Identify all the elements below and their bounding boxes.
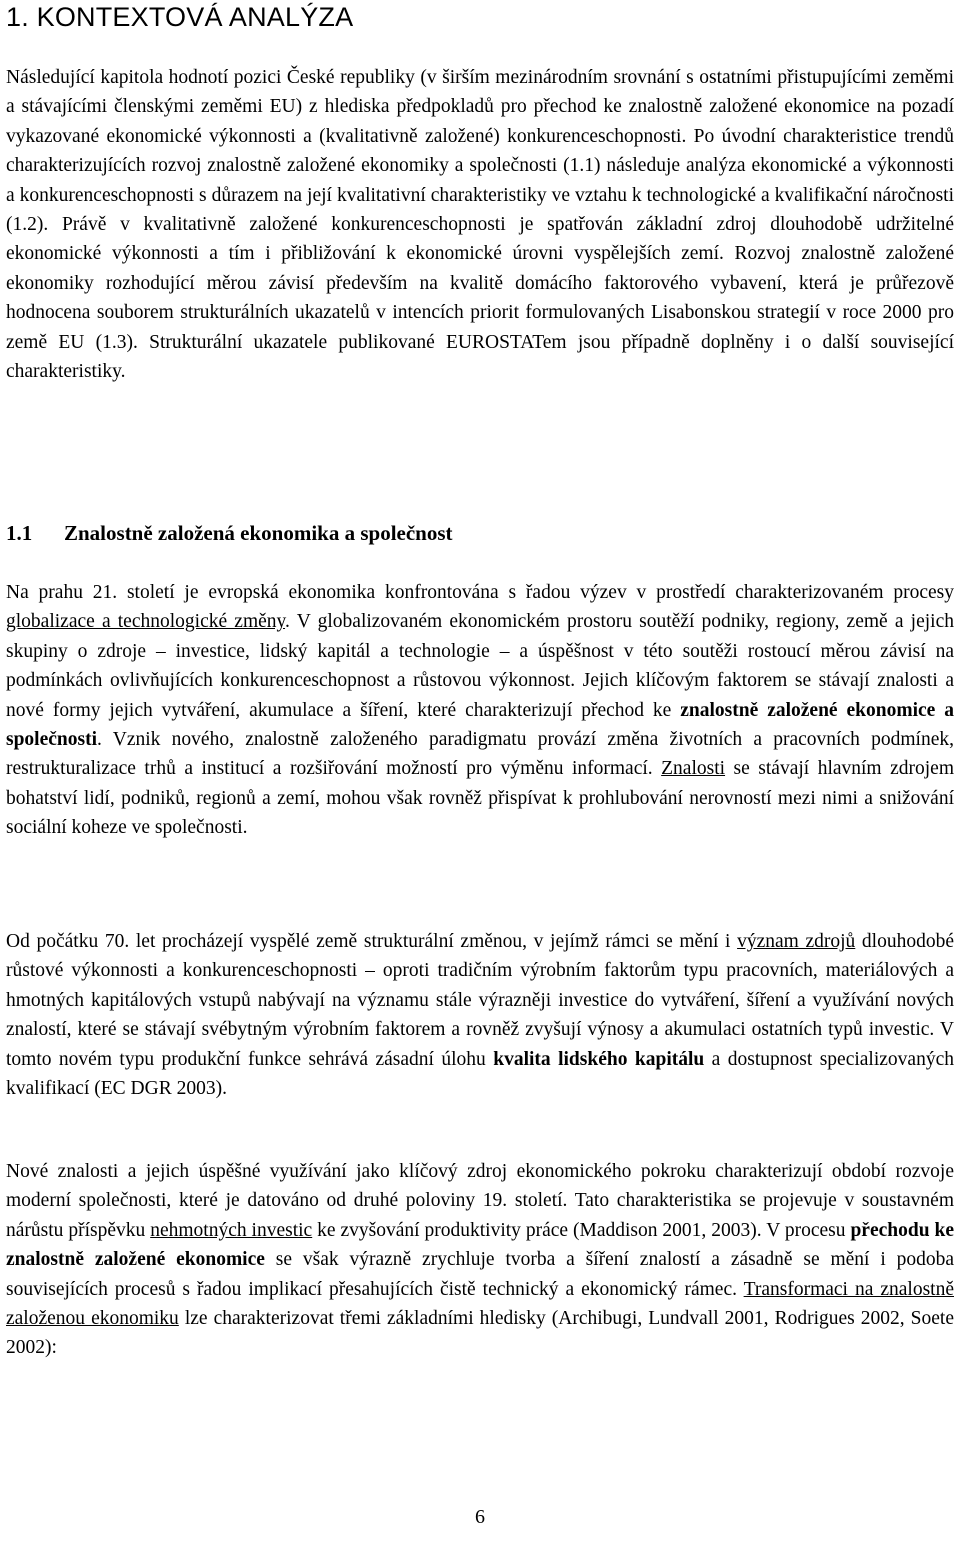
page-number: 6 [475, 1506, 485, 1528]
p3-underline-transformaci: Transformaci na znalostně založenou ekonomiku [6, 1278, 954, 1330]
p1-text-d: se stávají hlavním zdrojem bohatství lidí, podniků, regionů a zemí, mohou však rovněž přispívat k prohlubování nerovností mezi nimi a snižování sociální koheze ve společnosti. [6, 758, 954, 839]
p2-text-a: Od počátku 70. let procházejí vyspělé země strukturální změnou, v jejímž rámci se mění i [6, 931, 738, 952]
p3-text-b: ke zvyšování produktivity práce (Maddison 2001, 2003). V procesu [312, 1219, 851, 1241]
section-number: 1.1 [6, 521, 33, 545]
p1-underline-znalosti: Znalosti [661, 758, 726, 780]
p3-underline-nehmotnych: nehmotných investic [150, 1219, 313, 1241]
section-heading [6, 521, 453, 546]
p1-text-b: . V globalizovaném ekonomickém prostoru soutěží podniky, regiony, země a jejich skupiny o zdroje – investice, lidský kapitál a technologie – a úspěšnost v této soutěži rostoucí měrou závisí na podmínkách ovlivňujících konkurenceschopnost a růstovou výkonnost. Jejich klíčovým faktorem se stávají znalosti a nové formy jejich vytváření, akumulace a šíření, které charakterizují přechod ke [6, 611, 954, 721]
intro-paragraph: Následující kapitola hodnotí pozici České republiky (v širším mezinárodním srovnání s ostatními přistupujícími zeměmi a stávajícími členskými zeměmi EU) z hlediska předpokladů pro přechod ke znalostně založené ekonomice na pozadí vykazované ekonomické výkonnosti a (kvalitativně založené) konkurenceschopnosti. Po úvodní charakteristice trendů charakterizujících rozvoj znalostně založené ekonomiky a společnosti (1.1) následuje analýza ekonomické a výkonnosti a konkurenceschopnosti s důrazem na její kvalitativní charakteristiky ve vztahu k technologické a kvalifikační náročnosti (1.2). Právě v kvalitativně založené konkurenceschopnosti je spatřován základní zdroj dlouhodobě udržitelné ekonomické výkonnosti a tím i přibližování k ekonomické úrovni vyspělejších zemí. Rozvoj znalostně založené ekonomiky rozhodující měrou závisí především na kvalitě domácího faktorového vybavení, která je průřezově hodnocena souborem strukturálních ukazatelů v intencích priorit formulovaných Lisabonskou strategií v roce 2000 pro země EU (1.3). Strukturální ukazatele publikované EUROSTATem jsou případně doplněny i o další související charakteristiky. [6, 67, 954, 383]
p1-bold-term: znalostně založené ekonomice a společnosti [6, 699, 954, 751]
p2-text-b: dlouhodobé růstové výkonnosti a konkurenceschopnosti – oproti tradičním výrobním faktorům typu pracovních, materiálových a hmotných kapitálových vstupů nabývají na významu stále výrazněji investice do vytváření, šíření a využívání nových znalostí, které se stávají svébytným výrobním faktorem a rovněž zvyšují výnosy a akumulaci ostatních typů investic. V tomto novém typu produkční funkce sehrává zásadní úlohu [6, 931, 955, 1070]
paragraph-3 [6, 1157, 954, 1363]
chapter-title: 1. KONTEXTOVÁ ANALÝZA [6, 2, 354, 32]
p3-text-a: Nové znalosti a jejich úspěšné využívání jako klíčový zdroj ekonomického pokroku charakterizují období rozvoje moderní společnosti, které je datováno od druhé poloviny 19. století. Tato charakteristika se projevuje v soustavném nárůstu příspěvku [6, 1161, 954, 1241]
p1-underline-globalizace: globalizace a technologické změny [6, 611, 286, 633]
p2-bold-term: kvalita lidského kapitálu [493, 1048, 705, 1070]
p3-text-d: lze charakterizovat třemi základními hledisky (Archibugi, Lundvall 2001, Rodrigues 2002, Soete 2002): [6, 1308, 954, 1359]
p1-text-a: Na prahu 21. století je evropská ekonomika konfrontována s řadou výzev v prostředí charakterizovaném procesy [6, 582, 954, 603]
p1-text-c: . Vznik nového, znalostně založeného paradigmatu provází změna životních a pracovních podmínek, restrukturalizace trhů a institucí a rozšiřování možností pro výměnu informací. [6, 729, 954, 780]
p2-text-c: a dostupnost specializovaných kvalifikací (EC DGR 2003). [6, 1048, 954, 1100]
p2-underline-vyznam: význam zdrojů [737, 931, 856, 952]
p3-text-c: se však výrazně zrychluje tvorba a šíření znalostí a zásadně se mění i podoba souvisejících procesů s řadou implikací přesahujících čistě technický a ekonomický rámec. [6, 1249, 955, 1300]
paragraph-2 [6, 927, 954, 1103]
section-title: Znalostně založená ekonomika a společnost [64, 521, 453, 545]
paragraph-1 [6, 578, 954, 843]
p3-bold-term: přechodu ke znalostně založené ekonomice [6, 1219, 954, 1271]
